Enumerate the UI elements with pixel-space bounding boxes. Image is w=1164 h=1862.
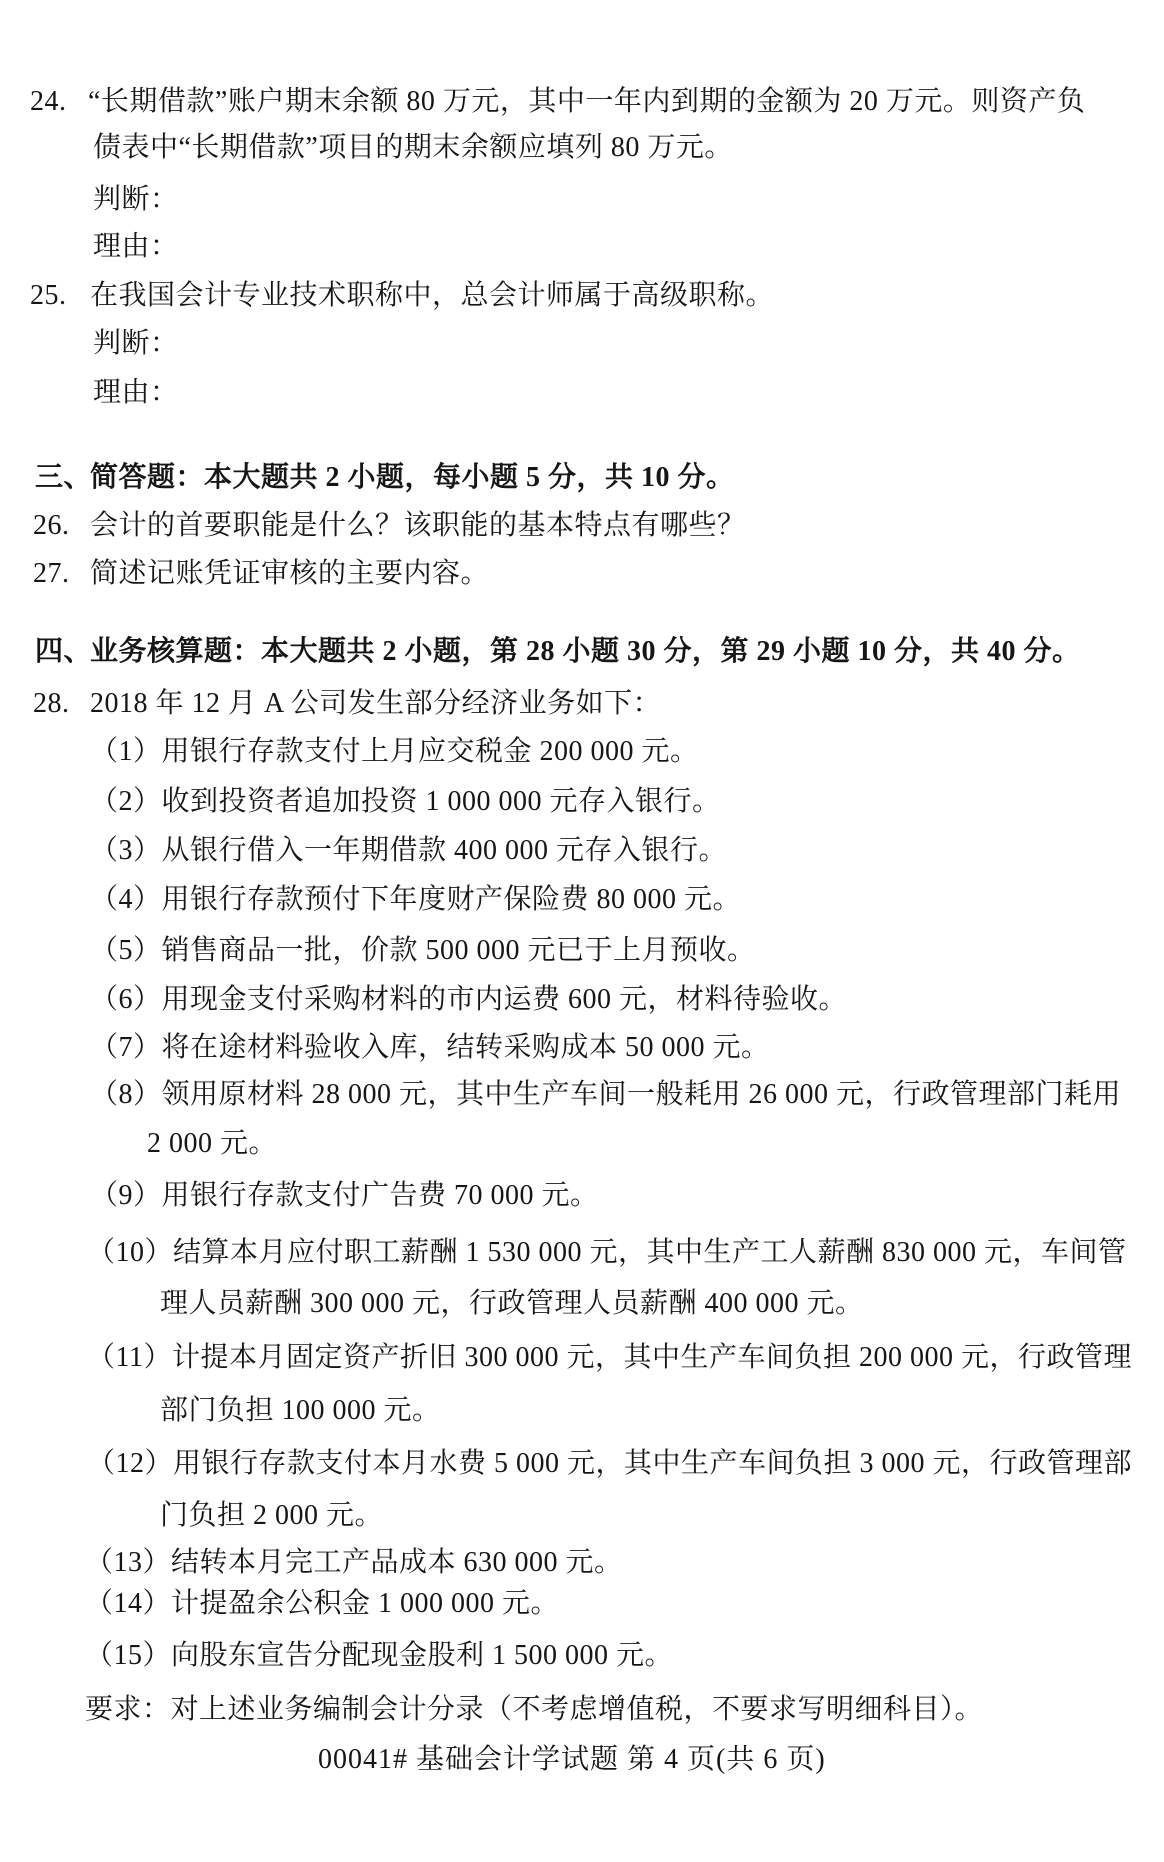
q28-item-10: （10）结算本月应付职工薪酬 1 530 000 元，其中生产工人薪酬 830 000 元，车间管 — [87, 1237, 1127, 1268]
q28-item-8-continued: 2 000 元。 — [147, 1128, 278, 1159]
question-27-line — [33, 554, 489, 594]
section-4-heading — [35, 632, 1081, 672]
question-24-text: “长期借款”账户期末余额 80 万元，其中一年内到期的金额为 20 万元。则资产负 — [88, 86, 1086, 117]
question-24-reason-label: 理由： — [93, 231, 179, 262]
q28-item-11: （11）计提本月固定资产折旧 300 000 元，其中生产车间负担 200 000 元，行政管理 — [87, 1342, 1132, 1373]
q28-item-3: （3）从银行借入一年期借款 400 000 元存入银行。 — [90, 835, 728, 866]
question-25-judge-label: 判断： — [93, 328, 179, 359]
q28-item-14: （14）计提盈余公积金 1 000 000 元。 — [85, 1588, 560, 1619]
section-3-title: 简答题：本大题共 2 小题，每小题 5 分，共 10 分。 — [90, 462, 735, 493]
question-24-judge-label: 判断： — [93, 184, 179, 215]
section-4-title: 业务核算题：本大题共 2 小题，第 28 小题 30 分，第 29 小题 10 分，共 40 分。 — [90, 636, 1081, 667]
question-25-line — [30, 276, 774, 316]
question-26-text: 会计的首要职能是什么？该职能的基本特点有哪些？ — [90, 510, 746, 541]
q28-item-15: （15）向股东宣告分配现金股利 1 500 000 元。 — [85, 1640, 674, 1671]
q28-item-6: （6）用现金支付采购材料的市内运费 600 元，材料待验收。 — [90, 984, 848, 1015]
section-3-number: 三、 — [35, 462, 93, 493]
question-27-number: 27. — [33, 558, 70, 589]
q28-item-2: （2）收到投资者追加投资 1 000 000 元存入银行。 — [90, 786, 721, 817]
question-24-line-2: 债表中“长期借款”项目的期末余额应填列 80 万元。 — [93, 132, 733, 163]
section-3-heading — [35, 458, 735, 498]
q28-item-10-continued: 理人员薪酬 300 000 元，行政管理人员薪酬 400 000 元。 — [160, 1288, 864, 1319]
q28-item-12-continued: 门负担 2 000 元。 — [160, 1500, 384, 1531]
q28-item-13: （13）结转本月完工产品成本 630 000 元。 — [85, 1547, 623, 1578]
q28-item-8: （8）领用原材料 28 000 元，其中生产车间一般耗用 26 000 元，行政管理部门耗用 — [90, 1079, 1122, 1110]
q28-item-9: （9）用银行存款支付广告费 70 000 元。 — [90, 1180, 599, 1211]
q28-item-12: （12）用银行存款支付本月水费 5 000 元，其中生产车间负担 3 000 元，行政管理部 — [87, 1448, 1133, 1479]
page-footer: 00041# 基础会计学试题 第 4 页(共 6 页) — [318, 1744, 826, 1775]
question-25-reason-label: 理由： — [93, 377, 179, 408]
question-26-line — [33, 506, 746, 546]
q28-item-1: （1）用银行存款支付上月应交税金 200 000 元。 — [90, 736, 699, 767]
question-28-intro-text: 2018 年 12 月 A 公司发生部分经济业务如下： — [90, 688, 662, 719]
q28-item-11-continued: 部门负担 100 000 元。 — [160, 1395, 441, 1426]
q28-requirement: 要求：对上述业务编制会计分录（不考虑增值税，不要求写明细科目）。 — [85, 1694, 984, 1725]
question-27-text: 简述记账凭证审核的主要内容。 — [90, 558, 490, 589]
question-25-text: 在我国会计专业技术职称中，总会计师属于高级职称。 — [90, 280, 775, 311]
section-4-number: 四、 — [35, 636, 93, 667]
q28-item-5: （5）销售商品一批，价款 500 000 元已于上月预收。 — [90, 935, 756, 966]
question-25-number: 25. — [30, 280, 67, 311]
question-24-number: 24. — [30, 86, 67, 117]
question-28-number: 28. — [33, 688, 70, 719]
question-28-intro — [33, 684, 661, 724]
question-26-number: 26. — [33, 510, 70, 541]
q28-item-7: （7）将在途材料验收入库，结转采购成本 50 000 元。 — [90, 1032, 770, 1063]
question-24-line-1 — [30, 82, 1085, 122]
q28-item-4: （4）用银行存款预付下年度财产保险费 80 000 元。 — [90, 884, 742, 915]
